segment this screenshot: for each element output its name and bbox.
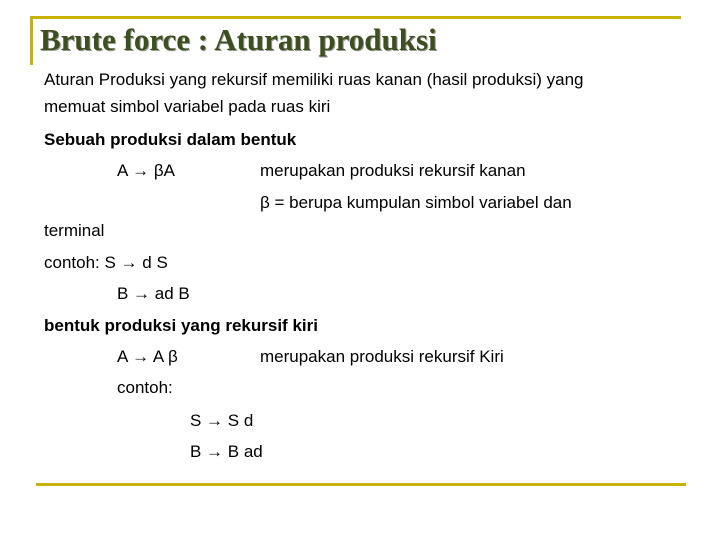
bottom-divider <box>36 483 686 486</box>
right-recursion-description: merupakan produksi rekursif kanan <box>260 161 526 180</box>
slide-title: Brute force : Aturan produksi <box>40 22 437 57</box>
left-example-label: contoh: <box>117 378 173 397</box>
left-recursion-description: merupakan produksi rekursif Kiri <box>260 347 504 366</box>
right-example-2: B → ad B <box>117 284 190 303</box>
right-recursion-heading: Sebuah produksi dalam bentuk <box>44 130 297 149</box>
beta-definition: β = berupa kumpulan simbol variabel dan <box>260 193 572 212</box>
beta-definition-continued: terminal <box>44 221 105 240</box>
left-recursion-rule: A → A β <box>117 347 178 366</box>
right-example-1: contoh: S → d S <box>44 253 168 272</box>
left-recursion-heading: bentuk produksi yang rekursif kiri <box>44 316 318 335</box>
intro-line-2: memuat simbol variabel pada ruas kiri <box>44 97 331 116</box>
intro-line-1: Aturan Produksi yang rekursif memiliki ruas kanan (hasil produksi) yang <box>44 70 584 89</box>
left-example-2: B → B ad <box>190 442 263 461</box>
left-example-1: S → S d <box>190 411 254 430</box>
right-recursion-rule: A → βA <box>117 161 175 180</box>
